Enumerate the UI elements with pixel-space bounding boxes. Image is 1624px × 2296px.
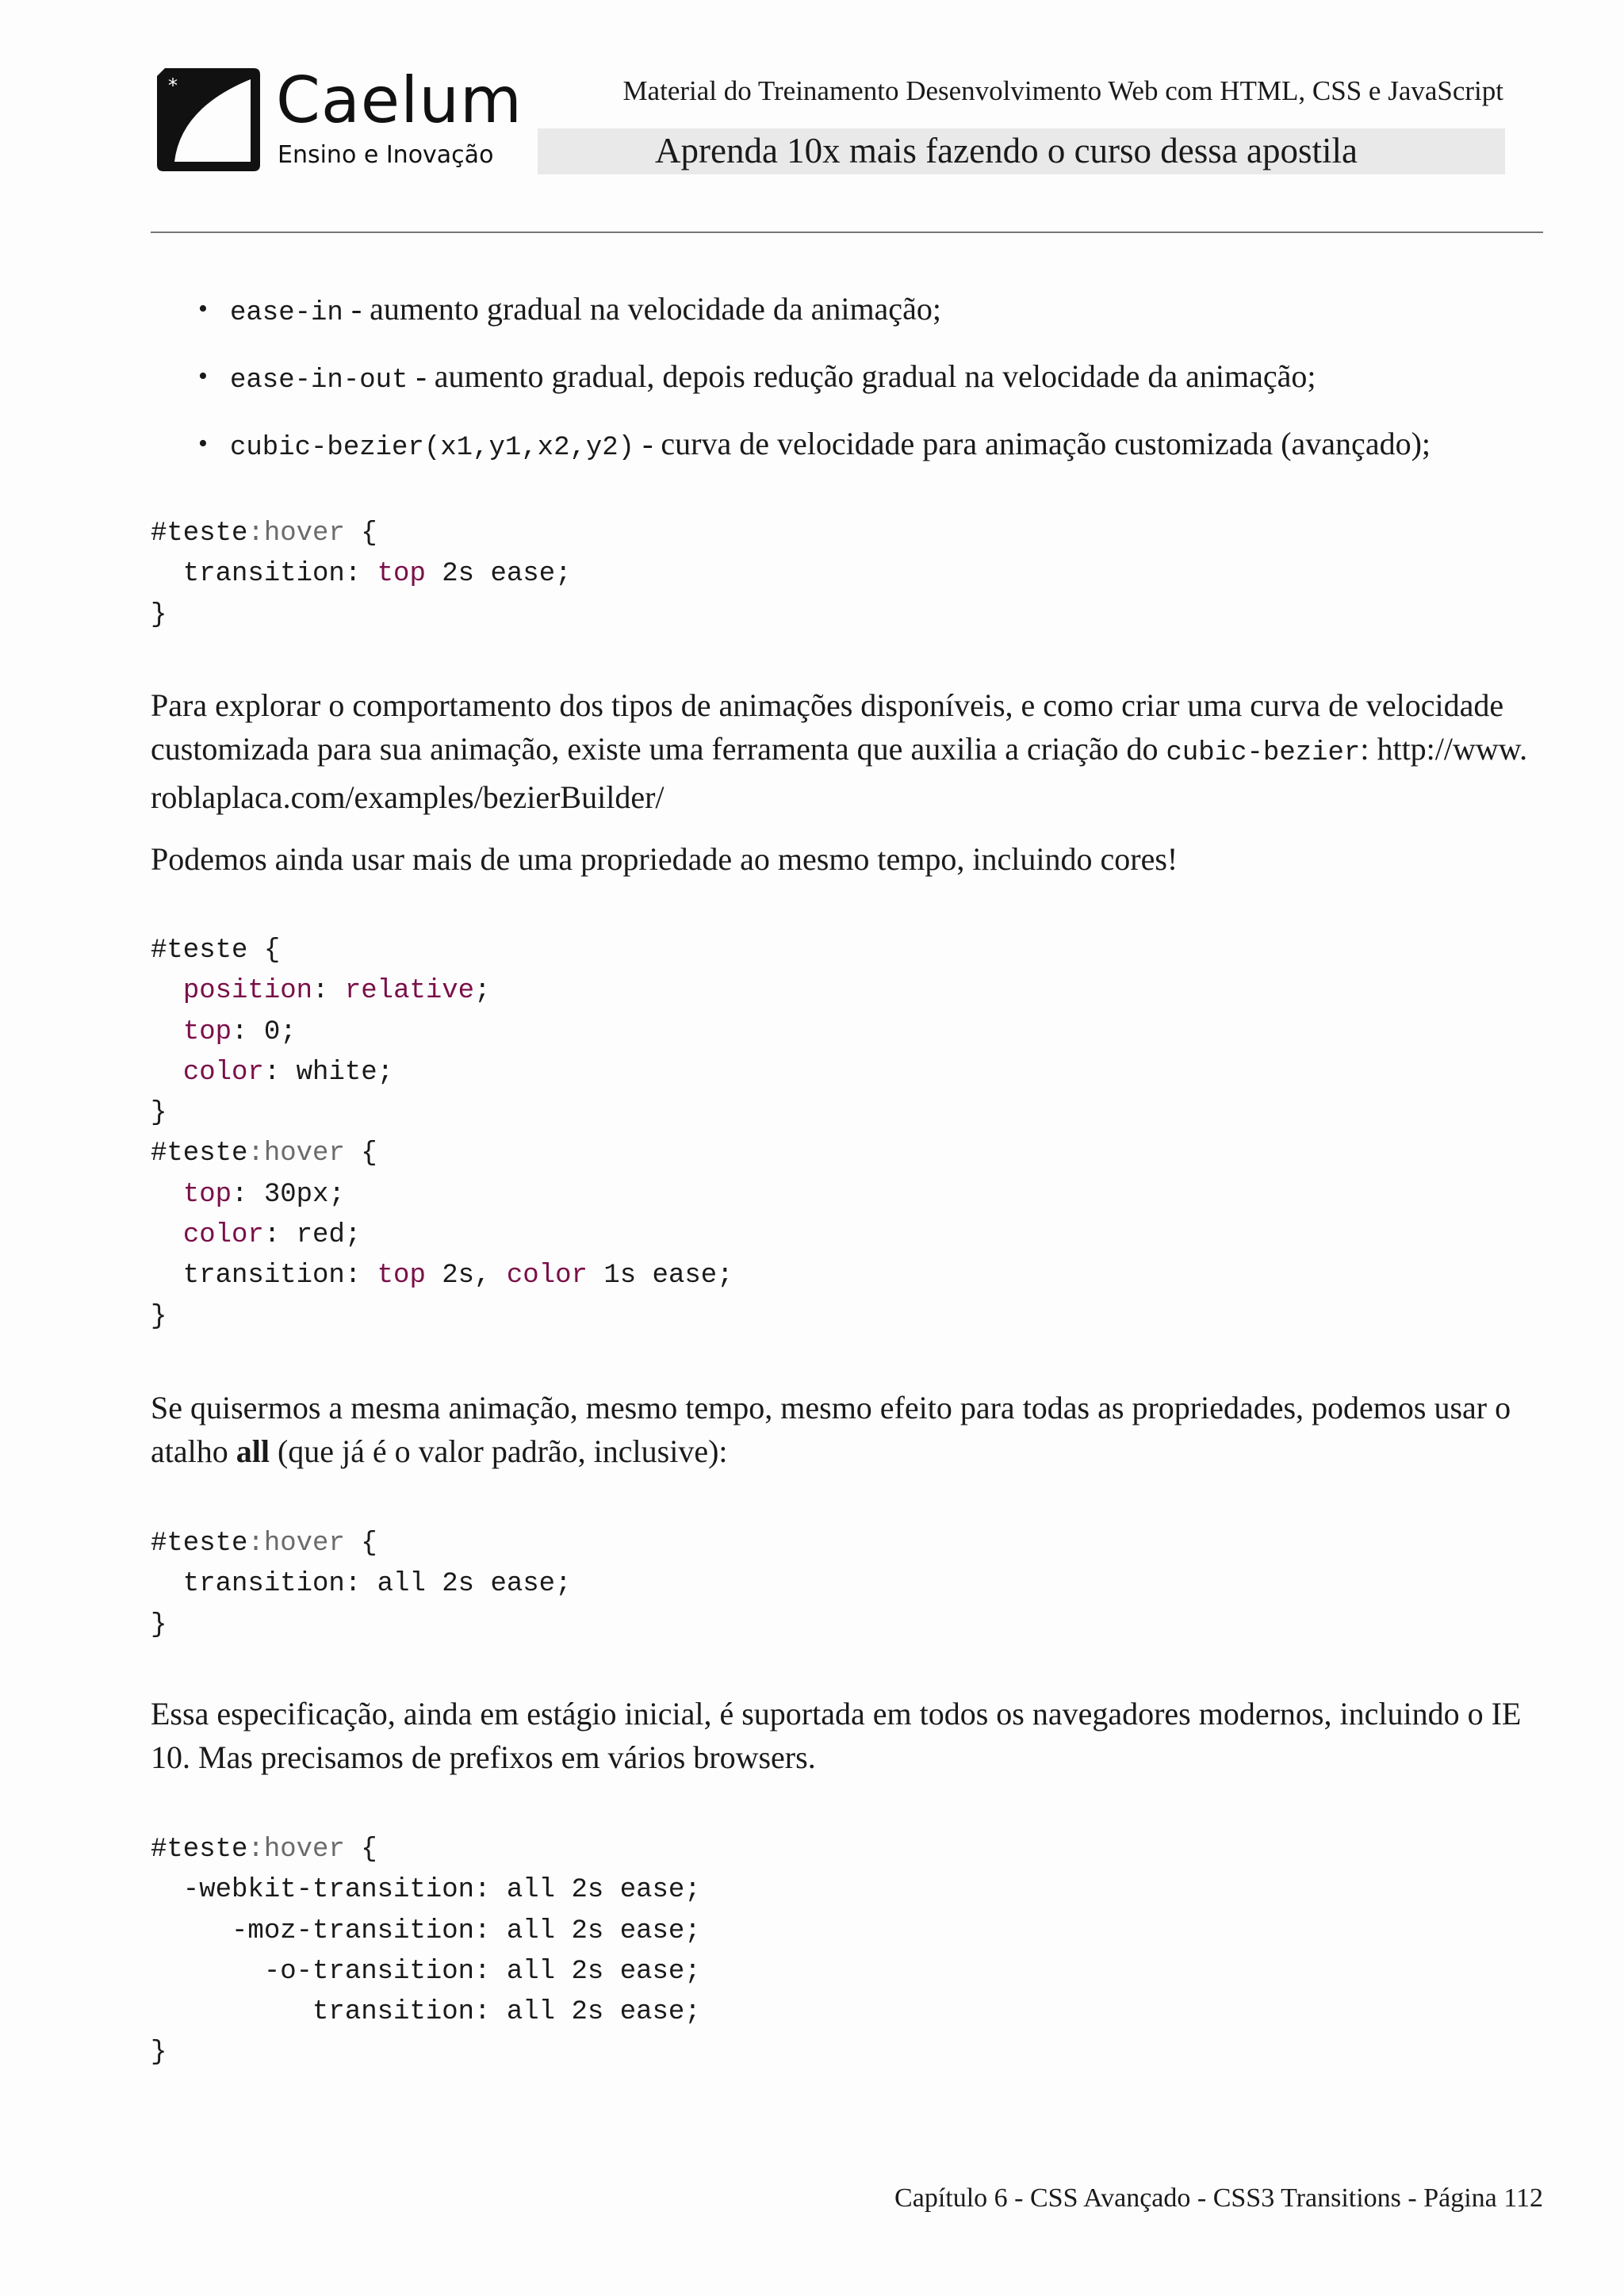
logo-tagline: Ensino e Inovação [278,141,494,169]
list-item [198,285,1546,353]
header-subtitle: Material do Treinamento Desenvolvimento Web com HTML, CSS e JavaScript [622,75,1503,106]
caelum-logo [157,63,523,176]
page-footer: Capítulo 6 - CSS Avançado - CSS3 Transitions - Página 112 [894,2183,1543,2213]
list-item [198,420,1546,488]
paragraph-bezier-tool: Para explorar o comportamento dos tipos de animações disponíveis, e como criar uma curva de velocidade customizada para sua animação, existe uma ferramenta que auxilia a criação do cubic-bezier: http://www. roblaplaca.com/examples/bezierBuilder/ [151,687,1528,815]
svg-text:*: * [168,75,178,97]
bullet-text: - curva de velocidade para animação customizada (avançado); [634,426,1431,461]
bullet-code: ease-in-out [230,365,408,396]
header-divider [151,232,1543,233]
code-block-transition-top: #teste:hover { transition: top 2s ease; } [151,519,572,630]
bullet-code: cubic-bezier(x1,y1,x2,y2) [230,433,635,463]
paragraph-browser-support: Essa especificação, ainda em estágio inicial, é suportada em todos os navegadores modernos, incluindo o IE 10. Mas precisamos de prefixos em vários browsers. [151,1696,1522,1775]
bullet-code: ease-in [230,298,343,328]
bullet-text: - aumento gradual, depois redução gradual na velocidade da animação; [408,358,1316,394]
code-block-vendor-prefixes: #teste:hover { -webkit-transition: all 2s ease; -moz-transition: all 2s ease; -o-transition: all 2s ease; transition: all 2s ease; } [151,1835,701,2068]
caelum-logo-mark [157,68,260,171]
paragraph-multiple-properties: Podemos ainda usar mais de uma propriedade ao mesmo tempo, incluindo cores! [151,841,1178,877]
header-cta-text: Aprenda 10x mais fazendo o curso dessa apostila [655,131,1358,170]
code-block-multiple-properties: #teste { position: relative; top: 0; color: white; } #teste:hover { top: 30px; color: red; transition: top 2s, color 1s ease; } [151,936,733,1332]
list-item [198,353,1546,420]
logo-wordmark: Caelum [276,63,523,137]
paragraph-all-shortcut: Se quisermos a mesma animação, mesmo tempo, mesmo efeito para todas as propriedades, podemos usar o atalho all (que já é o valor padrão, inclusive): [151,1390,1511,1469]
code-block-transition-all: #teste:hover { transition: all 2s ease; } [151,1529,572,1640]
easing-bullet-list [198,285,1546,488]
bullet-text: - aumento gradual na velocidade da animação; [343,291,941,327]
